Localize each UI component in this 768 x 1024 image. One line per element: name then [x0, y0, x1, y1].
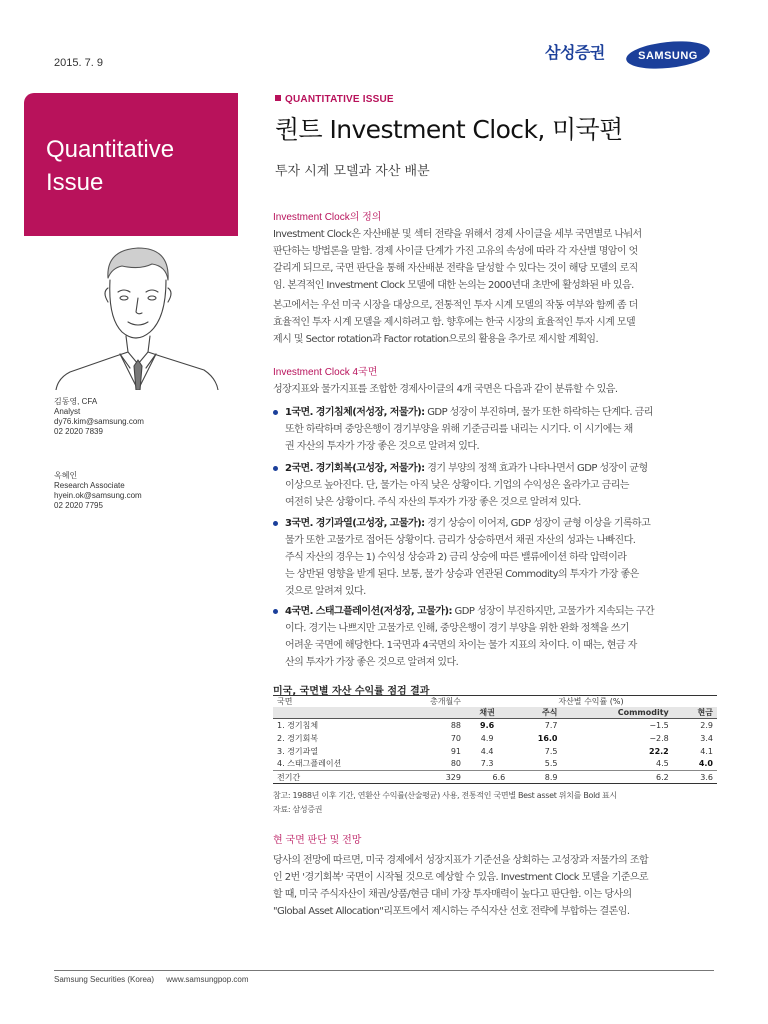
samsung-logo-text: SAMSUNG: [638, 50, 698, 62]
row-label: 2. 경기회복: [277, 733, 319, 743]
row-value: 4.5: [656, 759, 669, 769]
analyst-name: 옥혜인: [54, 471, 78, 480]
analyst-phone: 02 2020 7795: [54, 501, 103, 510]
table-row: [273, 719, 717, 732]
analyst-phone: 02 2020 7839: [54, 427, 103, 436]
row-value: 5.5: [544, 759, 558, 769]
report-type-banner: [24, 93, 238, 236]
table-row: [273, 732, 717, 745]
banner-line1: Quantitative: [46, 136, 175, 163]
table-row-total: 전기간 329 6.6 8.9 6.2 3.6: [273, 771, 717, 784]
analyst-contact-2: [54, 471, 142, 511]
footer-url[interactable]: www.samsungpop.com: [166, 975, 249, 984]
row-value: 22.2: [649, 746, 669, 756]
phase-bullet-4: 4국면. 스태그플레이션(저성장, 고물가): GDP 성장이 부진하지만, 고물가가 지속되는 구간 이다. 경기는 나쁘지만 고물가로 인해, 중앙은행이 경기 부양을 위한 완화 정책을 쓰기 어려운 국면에 해당한다. 1국면과 4국면의 차이는 물가 지표의 차이다. 이 때는, 현금 자 산의 투자가 가장 좋은 것으로 알려져 있다.: [273, 603, 721, 671]
report-tag: [275, 94, 394, 105]
col-header-months: 총개월수: [393, 696, 465, 708]
analyst-email[interactable]: hyein.ok@samsung.com: [54, 491, 142, 500]
section-heading-four-phases: Investment Clock 4국면: [273, 367, 378, 378]
bullet-dot-icon: [273, 466, 278, 471]
row-value: 4.0: [698, 759, 713, 769]
row-value: 16.0: [537, 733, 558, 743]
table-note: 참고: 1988년 이후 기간, 연환산 수익률(산술평균) 사용, 전통적인 국면별 Best asset 위치를 Bold 표시: [273, 791, 617, 800]
banner-line2: Issue: [46, 169, 104, 196]
row-months: 80: [450, 759, 461, 769]
row-label: 3. 경기과열: [277, 746, 319, 756]
analyst-portrait-sketch: [50, 240, 222, 390]
samsung-logo-icon: [625, 40, 711, 70]
phases-intro: 성장지표와 물가지표를 조합한 경제사이클의 4개 국면은 다음과 같이 분류할 수 있음.: [273, 384, 618, 395]
col-header-returns: 자산별 수익률 (%): [465, 696, 717, 708]
brand-korean-name: 삼성증권: [545, 43, 605, 62]
col-header-commodity: Commodity: [562, 707, 673, 719]
row-months: 91: [450, 746, 461, 756]
analyst-contact-1: [54, 397, 144, 437]
phase-bullet-2: 2국면. 경기회복(고성장, 저물가): 경기 부양의 정책 효과가 나타나면서 GDP 성장이 균형 이상으로 높아진다. 단, 물가는 아직 낮은 상황이다. 기업의 수익성은 올라가고 금리는 여전히 낮은 상황이다. 주식 자산의 투자가 가장 좋은 것으로 알려져 있다.: [273, 460, 721, 511]
report-tag-text: QUANTITATIVE ISSUE: [285, 94, 394, 105]
row-value: 7.7: [544, 720, 558, 730]
row-value: 2.9: [700, 720, 713, 730]
report-date: 2015. 7. 9: [54, 57, 103, 69]
row-months: 88: [450, 720, 461, 730]
row-label: 4. 스태그플레이션: [277, 759, 342, 769]
row-months: 70: [450, 733, 461, 743]
definition-paragraph-1: Investment Clock은 자산배분 및 섹터 전략을 위해서 경제 사이클을 세부 국면별로 나눠서 판단하는 방법론을 말함. 경제 사이클 단계가 가진 고유의 속성에 따라 각 자산별 명암이 엇 갈리게 되므로, 국면 판단을 통해 자산배분 전략을 달성할 수 있다는 것이 해당 모델의 로직 임. 본격적인 Investment Clock 모델에 대한 논의는 2000년대 초반에 활성화된 바 있음.: [273, 229, 642, 291]
table-source: 자료: 삼성증권: [273, 805, 323, 814]
footer-divider: [54, 970, 714, 971]
row-value: 4.1: [700, 746, 713, 756]
col-header-bonds: 채권: [465, 707, 509, 719]
row-value: −2.8: [649, 733, 669, 743]
row-value: 4.4: [480, 746, 494, 756]
table-row: [273, 758, 717, 771]
row-label: 1. 경기침체: [277, 720, 319, 730]
bullet-dot-icon: [273, 609, 278, 614]
col-header-cash: 현금: [673, 707, 717, 719]
outlook-paragraph: 당사의 전망에 따르면, 미국 경제에서 성장지표가 기준선을 상회하는 고성장과 저물가의 조합 인 2번 '경기회복' 국면이 시작될 것으로 예상할 수 있음. Investment Clock 모델을 기준으로 할 때, 미국 주식자산이 채권/상품/현금 대비 가장 투자매력이 높다고 판단함. 이는 당사의 "Global Asset Allocation"리포트에서 제시하는 주식자산 선호 전략에 부합하는 결론임.: [273, 855, 649, 917]
row-value: 7.3: [480, 759, 494, 769]
analyst-role: Analyst: [54, 407, 81, 416]
page-title: 퀀트 Investment Clock, 미국편: [275, 115, 623, 144]
bullet-dot-icon: [273, 521, 278, 526]
row-value: 4.9: [480, 733, 494, 743]
row-value: −1.5: [649, 720, 669, 730]
analyst-email[interactable]: dy76.kim@samsung.com: [54, 417, 144, 426]
phase-bullet-1: 1국면. 경기침체(저성장, 저물가): GDP 성장이 부진하며, 물가 또한 하락하는 단계다. 금리 또한 하락하며 중앙은행이 경기부양을 위해 기준금리를 내리는 시기다. 이 시기에는 채 권 자산의 투자가 가장 좋은 것으로 알려져 있다.: [273, 404, 721, 455]
footer-company: Samsung Securities (Korea): [54, 975, 155, 984]
col-header-stocks: 주식: [509, 707, 561, 719]
table-title: 미국, 국면별 자산 수익률 점검 결과: [273, 686, 430, 697]
col-header-phase: 국면: [273, 696, 393, 708]
square-bullet-icon: [275, 95, 281, 101]
definition-paragraph-2: 본고에서는 우선 미국 시장을 대상으로, 전통적인 투자 시계 모델의 작동 여부와 함께 좀 더 효율적인 투자 시계 모델을 제시하려고 함. 향후에는 한국 시장의 효율적인 투자 시계 모델 제시 및 Sector rotation과 Factor rotation으로의 활용을 추가로 제시할 계획임.: [273, 300, 638, 345]
page-subtitle: 투자 시계 모델과 자산 배분: [275, 164, 430, 179]
phase-returns-table: [273, 695, 717, 784]
row-value: 7.5: [544, 746, 558, 756]
analyst-role: Research Associate: [54, 481, 125, 490]
phase-bullet-3: 3국면. 경기과열(고성장, 고물가): 경기 상승이 이어져, GDP 성장이 균형 이상을 기록하고 물가 또한 고물가로 접어든 상황이다. 금리가 상승하면서 채권 자산의 성과는 나빠진다. 주식 자산의 경우는 1) 수익성 상승과 2) 금리 상승에 따른 밸류에이션 하락 압력이라 는 상반된 영향을 받게 된다. 보통, 물가 상승과 연관된 Commodity의 투자가 가장 좋은 것으로 알려져 있다.: [273, 515, 721, 600]
row-value: 9.6: [480, 720, 495, 730]
section-heading-outlook: 현 국면 판단 및 전망: [273, 835, 362, 846]
table-row: [273, 745, 717, 758]
page-footer: [54, 975, 259, 984]
row-value: 3.4: [700, 733, 713, 743]
section-heading-definition: Investment Clock의 정의: [273, 212, 382, 223]
bullet-dot-icon: [273, 410, 278, 415]
analyst-name: 김동영, CFA: [54, 397, 98, 406]
